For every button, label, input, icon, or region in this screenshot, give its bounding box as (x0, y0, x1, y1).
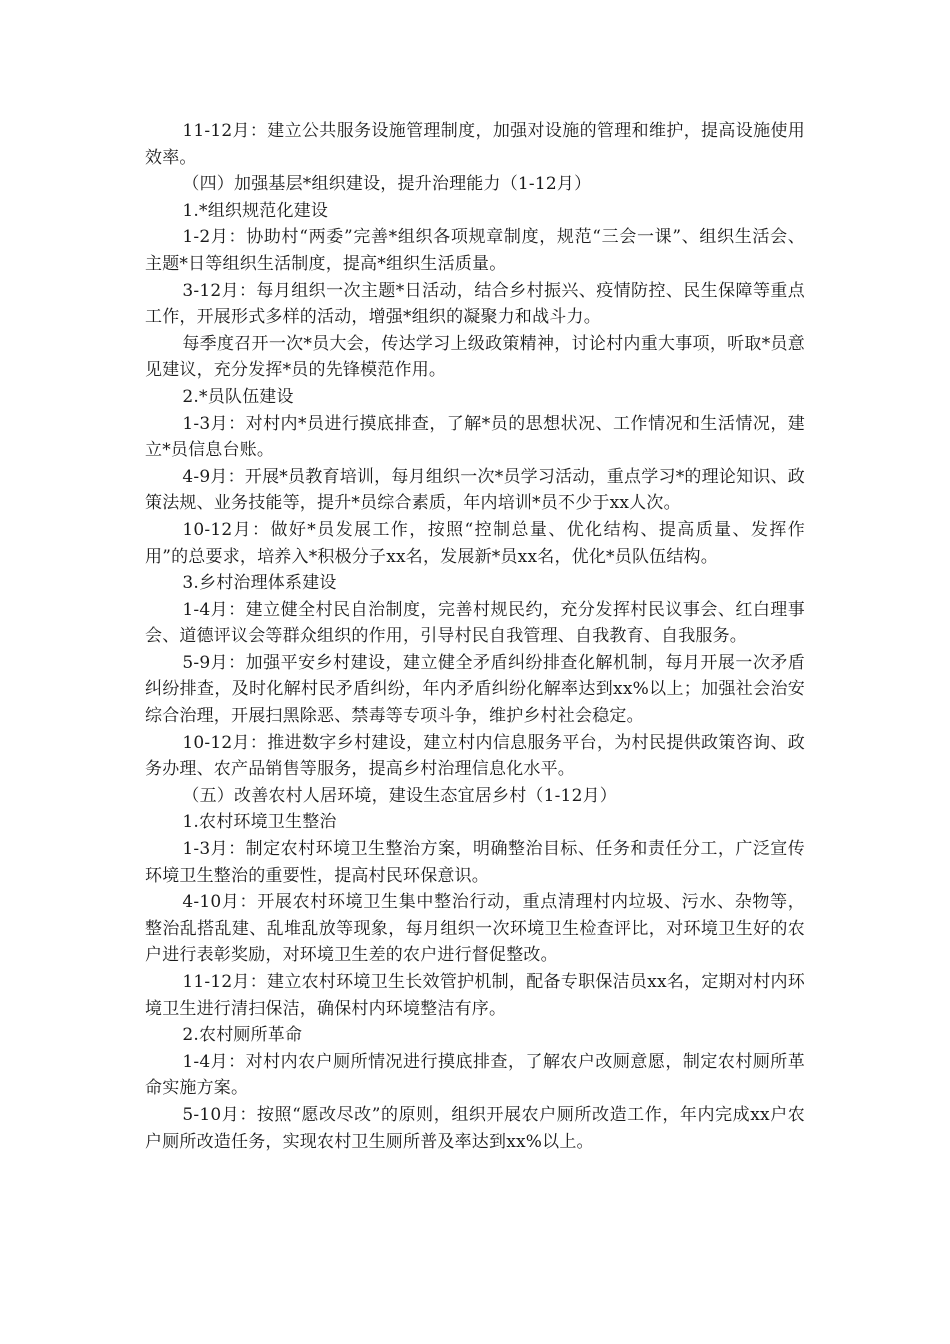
paragraph: 1-3月：制定农村环境卫生整治方案，明确整治目标、任务和责任分工，广泛宣传环境卫生整治的重要性，提高村民环保意识。 (145, 839, 805, 886)
paragraph: 1-2月：协助村“两委”完善*组织各项规章制度，规范“三会一课”、组织生活会、主题*日等组织生活制度，提高*组织生活质量。 (145, 227, 805, 274)
section-heading: （四）加强基层*组织建设，提升治理能力（1-12月） (182, 174, 592, 195)
paragraph: 每季度召开一次*员大会，传达学习上级政策精神，讨论村内重大事项，听取*员意见建议，充分发挥*员的先锋模范作用。 (145, 333, 805, 381)
subsection-heading: 1.*组织规范化建设 (182, 200, 329, 221)
paragraph: 1-3月：对村内*员进行摸底排查，了解*员的思想状况、工作情况和生活情况，建立*员信息台账。 (145, 413, 805, 461)
paragraph: 10-12月：推进数字乡村建设，建立村内信息服务平台，为村民提供政策咨询、政务办理、农产品销售等服务，提高乡村治理信息化水平。 (145, 732, 805, 780)
paragraph: 4-9月：开展*员教育培训，每月组织一次*员学习活动，重点学习*的理论知识、政策法规、业务技能等，提升*员综合素质，年内培训*员不少于xx人次。 (145, 466, 805, 514)
subsection-heading: 2.农村厕所革命 (182, 1025, 303, 1046)
paragraph: 1-4月：建立健全村民自治制度，完善村规民约，充分发挥村民议事会、红白理事会、道德评议会等群众组织的作用，引导村民自我管理、自我教育、自我服务。 (145, 599, 805, 647)
paragraph: 1-4月：对村内农户厕所情况进行摸底排查，了解农户改厕意愿，制定农村厕所革命实施方案。 (145, 1051, 805, 1099)
subsection-heading: 3.乡村治理体系建设 (182, 573, 337, 594)
subsection-heading: 1.农村环境卫生整治 (182, 812, 337, 833)
paragraph: 11-12月：建立农村环境卫生长效管护机制，配备专职保洁员xx名，定期对村内环境卫生进行清扫保洁，确保村内环境整洁有序。 (145, 972, 805, 1019)
paragraph: 3-12月：每月组织一次主题*日活动，结合乡村振兴、疫情防控、民生保障等重点工作，开展形式多样的活动，增强*组织的凝聚力和战斗力。 (145, 280, 805, 328)
subsection-heading: 2.*员队伍建设 (182, 386, 294, 407)
document-body (145, 118, 805, 1155)
paragraph: 10-12月：做好*员发展工作，按照“控制总量、优化结构、提高质量、发挥作用”的总要求，培养入*积极分子xx名，发展新*员xx名，优化*员队伍结构。 (145, 519, 805, 567)
paragraph: 5-10月：按照“愿改尽改”的原则，组织开展农户厕所改造工作，年内完成xx户农户厕所改造任务，实现农村卫生厕所普及率达到xx%以上。 (145, 1104, 805, 1152)
paragraph: 4-10月：开展农村环境卫生集中整治行动，重点清理村内垃圾、污水、杂物等，整治乱搭乱建、乱堆乱放等现象，每月组织一次环境卫生检查评比，对环境卫生好的农户进行表彰奖励，对环境卫生差的农户进行督促整改。 (145, 892, 805, 966)
paragraph: 11-12月：建立公共服务设施管理制度，加强对设施的管理和维护，提高设施使用效率。 (145, 121, 805, 168)
section-heading: （五）改善农村人居环境，建设生态宜居乡村（1-12月） (182, 785, 617, 806)
paragraph: 5-9月：加强平安乡村建设，建立健全矛盾纠纷排查化解机制，每月开展一次矛盾纠纷排查，及时化解村民矛盾纠纷，年内矛盾纠纷化解率达到xx%以上；加强社会治安综合治理，开展扫黑除恶、禁毒等专项斗争，维护乡村社会稳定。 (145, 652, 805, 727)
